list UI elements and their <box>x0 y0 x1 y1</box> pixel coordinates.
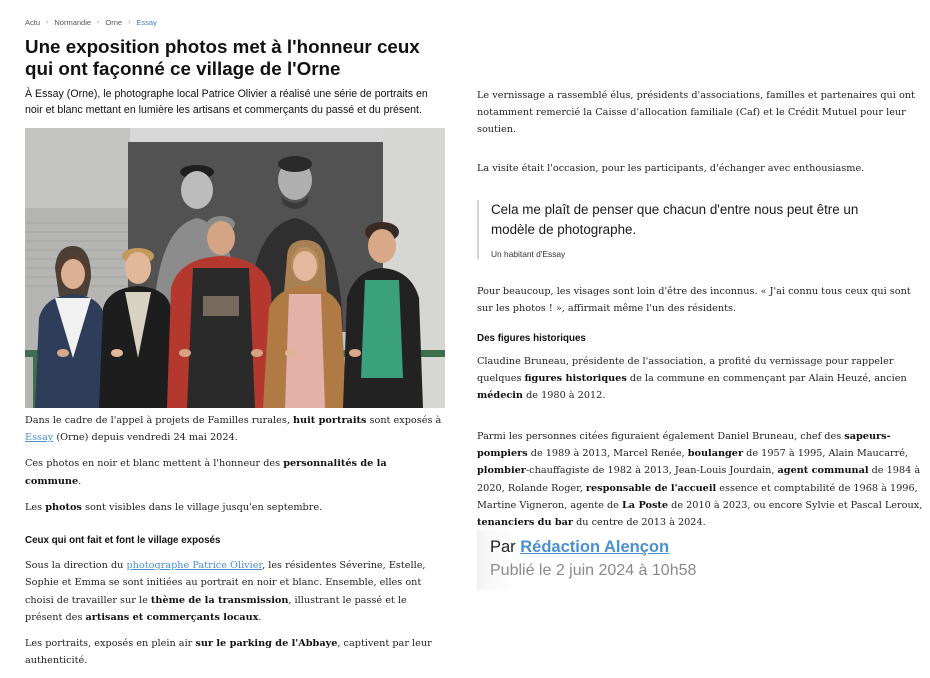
group-photo-icon <box>25 128 445 408</box>
byline <box>477 530 717 590</box>
publish-date: Publié le 2 juin 2024 à 10h58 <box>490 562 697 579</box>
section-heading: Ceux qui ont fait et font le village exposés <box>25 535 221 547</box>
link-photographer[interactable]: photographe Patrice Olivier <box>126 560 263 572</box>
article-photo[interactable] <box>25 128 445 408</box>
breadcrumb-item-essay[interactable]: Essay <box>136 18 157 27</box>
paragraph: Parmi les personnes citées figuraient également Daniel Bruneau, chef des sapeurs-pompiers de 1989 à 2013, Marcel Renée, boulanger de 1957 à 1995, Alain Maucarré, plombier-chauffagiste de 1982 à 2013, Jean-Louis Jourdain, agent communal de 1984 à 2020, Rolande Roger, responsable de l'accueil essence et comptabilité de 1968 à 1996, Martine Vigneron, agente de La Poste de 2010 à 2023, ou encore Sylvie et Pascal Leroux, tenanciers du bar du centre de 2013 à 2024. <box>477 431 923 529</box>
quote-text: Cela me plaît de penser que chacun d'entre nous peut être un modèle de photographe. <box>491 202 859 237</box>
breadcrumb-item-orne[interactable]: Orne <box>105 18 123 27</box>
paragraph: Le vernissage a rassemblé élus, présidents d'associations, familles et partenaires qui ont notamment remercié la Caisse d'allocation familiale (Caf) et le Crédit Mutuel pour leur soutien. <box>477 90 915 136</box>
article-title: Une exposition photos met à l'honneur ceux qui ont façonné ce village de l'Orne <box>25 36 420 79</box>
paragraph: Dans le cadre de l'appel à projets de Familles rurales, huit portraits sont exposés à Essay (Orne) depuis vendredi 24 mai 2024. <box>25 415 442 444</box>
chevron-right-icon: › <box>46 19 49 26</box>
paragraph: Les photos sont visibles dans le village jusqu'en septembre. <box>25 501 323 513</box>
paragraph: Les portraits, exposés en plein air sur le parking de l'Abbaye, captivent par leur authenticité. <box>25 638 432 667</box>
section-heading: Des figures historiques <box>477 333 586 344</box>
paragraph: La visite était l'occasion, pour les participants, d'échanger avec enthousiasme. <box>477 163 865 174</box>
paragraph: Ces photos en noir et blanc mettent à l'honneur des personnalités de la commune. <box>25 458 387 487</box>
article-body-left <box>25 412 445 678</box>
author-link[interactable]: Rédaction Alençon <box>520 538 670 556</box>
breadcrumb <box>25 18 157 27</box>
link-essay[interactable]: Essay <box>25 432 54 444</box>
paragraph: Pour beaucoup, les visages sont loin d'être des inconnus. « J'ai connu tous ceux qui sont sur les photos ! », affirmait même l'un des résidents. <box>477 286 911 315</box>
quote-author: Un habitant d'Essay <box>491 249 566 259</box>
chevron-right-icon: › <box>97 19 100 26</box>
article-lede: À Essay (Orne), le photographe local Patrice Olivier a réalisé une série de portraits en noir et blanc mettant en lumière les artisans et commerçants du passé et du présent. <box>25 88 428 116</box>
breadcrumb-item-normandie[interactable]: Normandie <box>54 18 92 27</box>
byline-author-line: Par Rédaction Alençon <box>490 538 670 556</box>
pull-quote <box>477 200 897 259</box>
breadcrumb-item-actu[interactable]: Actu <box>25 18 41 27</box>
chevron-right-icon: › <box>128 19 131 26</box>
paragraph: Sous la direction du photographe Patrice Olivier, les résidentes Séverine, Estelle, Sophie et Emma se sont initiées au portrait en noir et blanc. Ensemble, elles ont choisi de travailler sur le thème de la transmission, illustrant le passé et le présent des artisans et commerçants locaux. <box>25 560 426 623</box>
paragraph: Claudine Bruneau, présidente de l'association, a profité du vernissage pour rappeler quelques figures historiques de la commune en commençant par Alain Heuzé, ancien médecin de 1980 à 2012. <box>477 356 907 402</box>
